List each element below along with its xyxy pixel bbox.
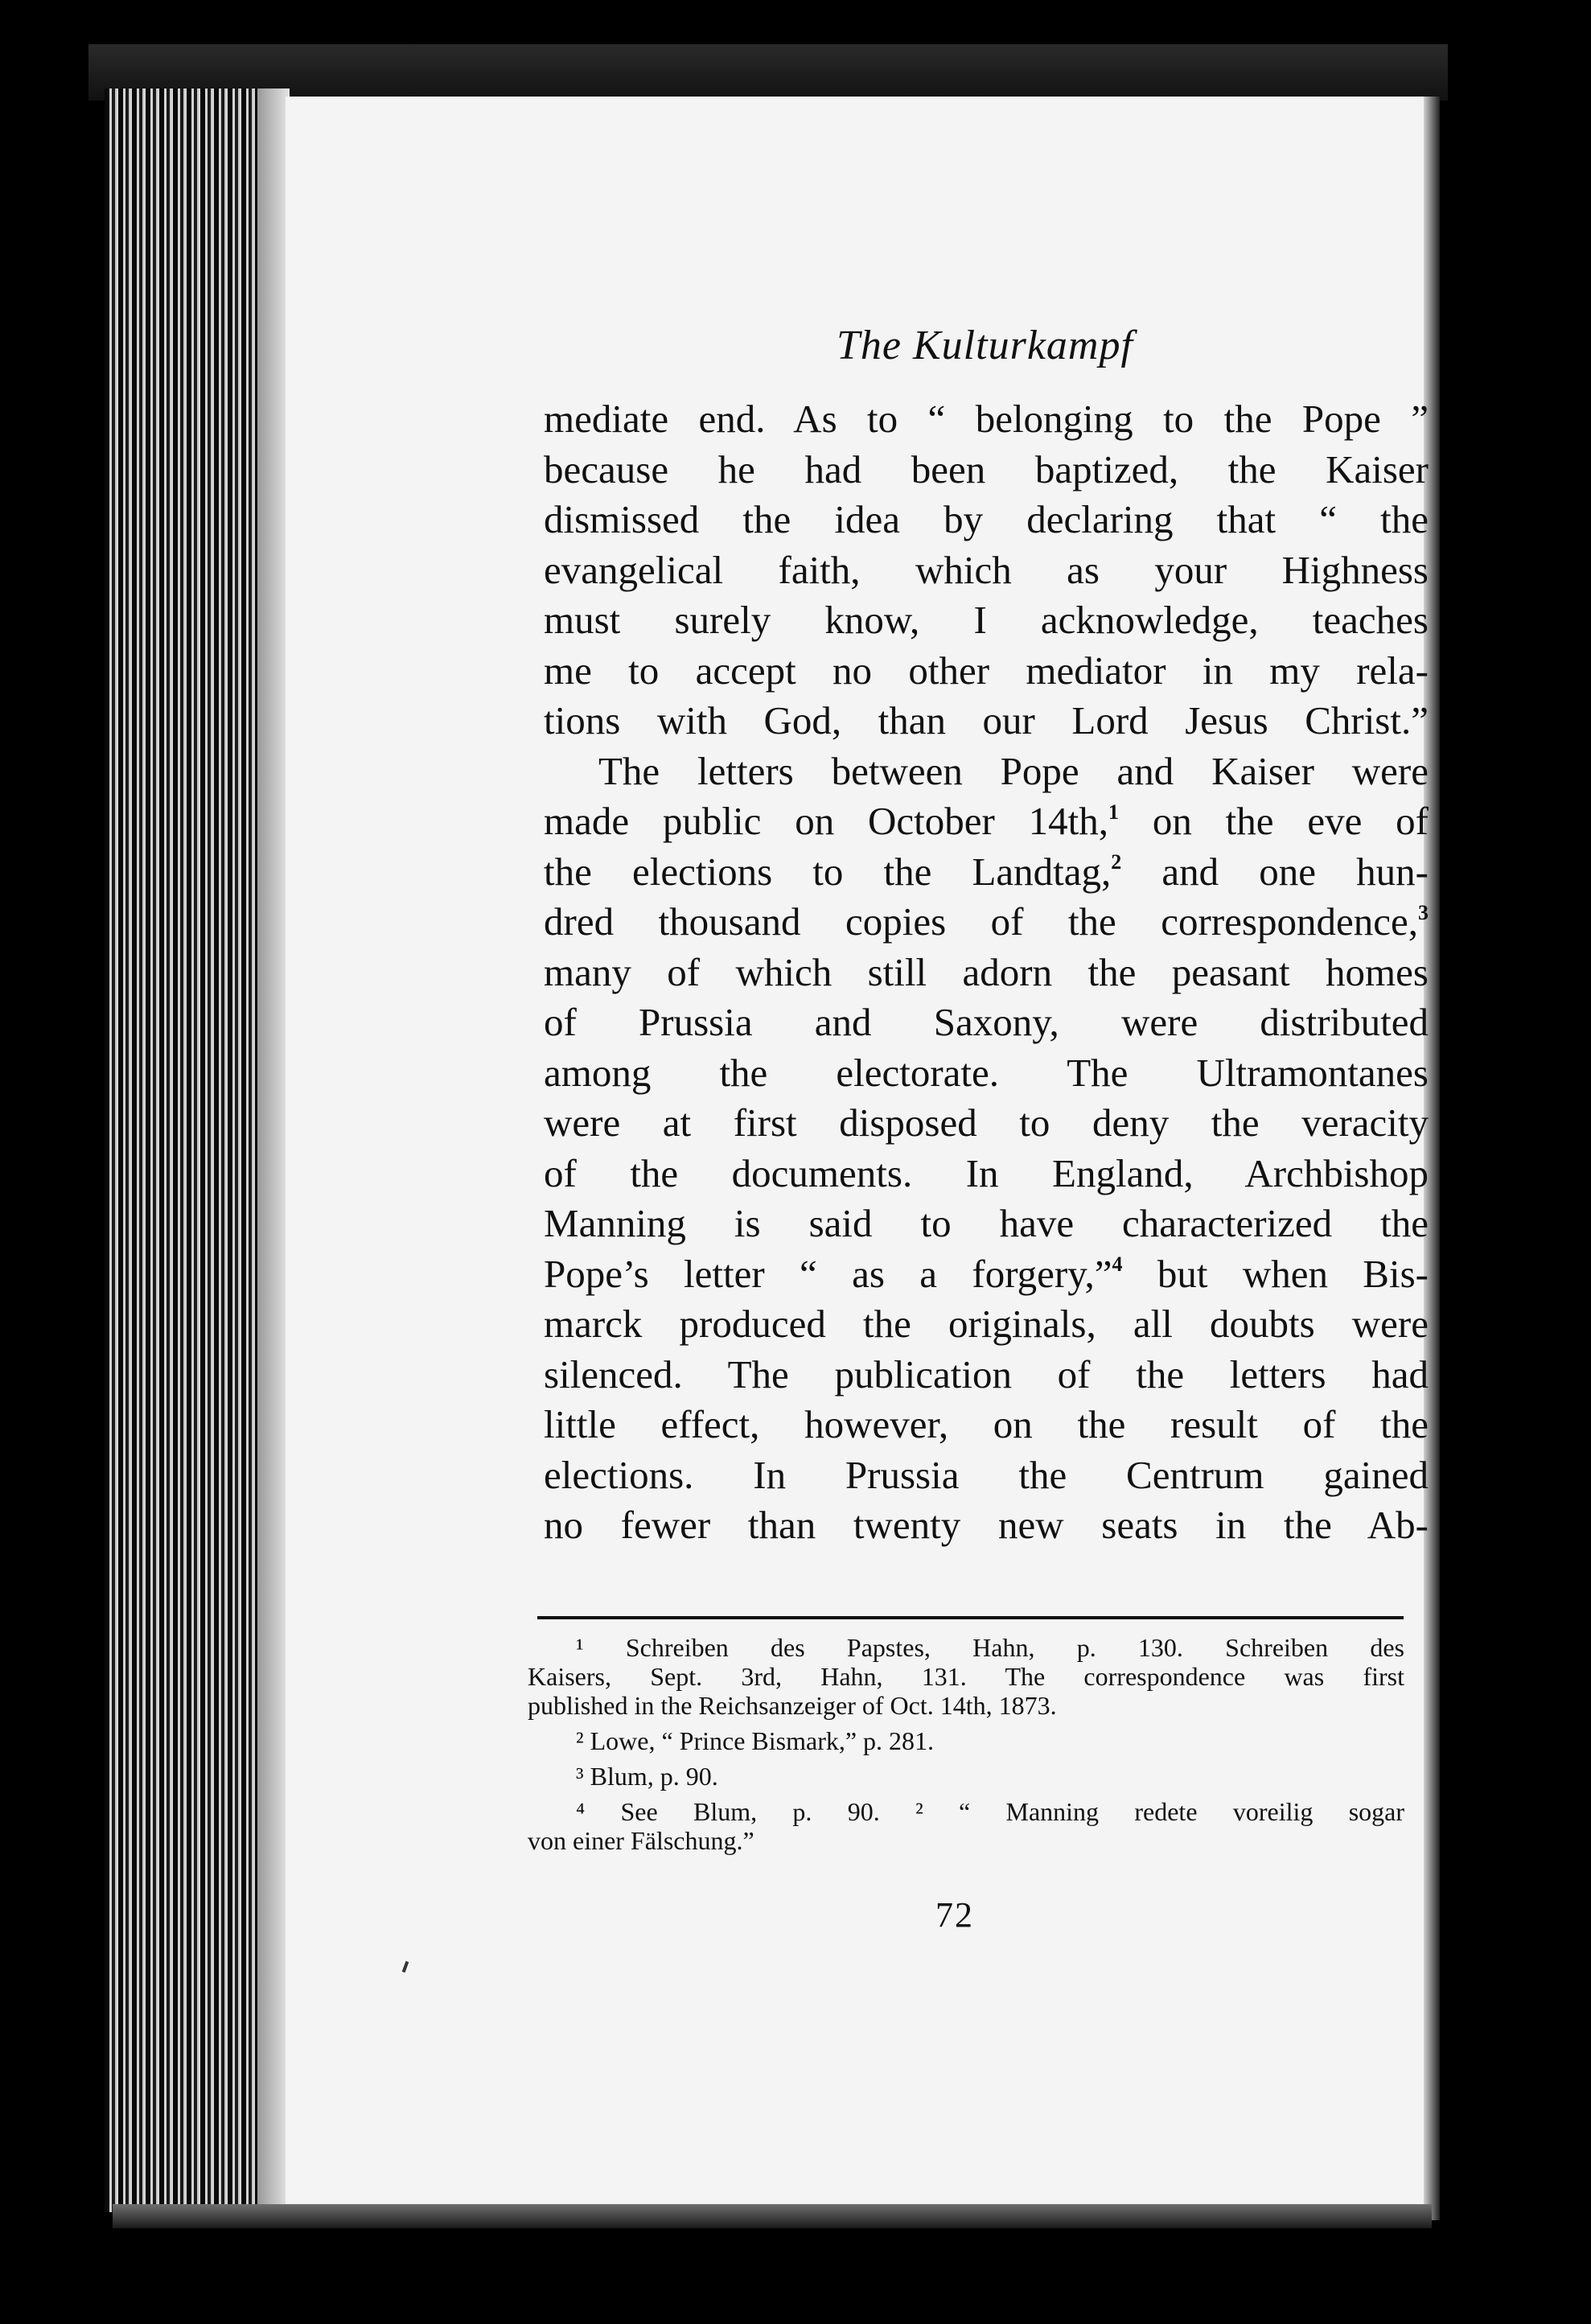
page-bottom-shadow [113, 2204, 1432, 2228]
body-line: among the electorate. The Ultramontanes [544, 1050, 1429, 1095]
footnote-3: ³ Blum, p. 90. [576, 1762, 718, 1791]
body-line: must surely know, I acknowledge, teaches [544, 598, 1429, 642]
body-line: of the documents. In England, Archbishop [544, 1150, 1429, 1195]
footnote-marker: 2 [1111, 850, 1122, 874]
body-line: dred thousand copies of the correspondence,$^3$ [544, 899, 1429, 944]
body-line: of Prussia and Saxony, were distributed [544, 1000, 1429, 1044]
scan-top-shadow [88, 44, 1448, 101]
footnote-1-line-1: ¹ Schreiben des Papstes, Hahn, p. 130. Schreiben des [576, 1633, 1404, 1662]
body-line: no fewer than twenty new seats in the Ab- [544, 1503, 1429, 1547]
book-page-edges [105, 88, 290, 2212]
body-line: because he had been baptized, the Kaiser [544, 446, 1429, 492]
body-line: little effect, however, on the result of the [544, 1402, 1429, 1446]
body-line: silenced. The publication of the letters had [544, 1351, 1429, 1396]
footnote-1-line-2: Kaisers, Sept. 3rd, Hahn, 131. The correspondence was first [528, 1662, 1404, 1691]
body-line: the elections to the Landtag,$^2$ and one hun- [544, 849, 1429, 894]
body-line: elections. In Prussia the Centrum gained [544, 1452, 1429, 1497]
body-text [544, 394, 1429, 1551]
body-line: The letters between Pope and Kaiser were [598, 748, 1429, 793]
footnote-marker: 3 [1418, 900, 1429, 924]
footnote-4-line-1: ⁴ See Blum, p. 90. ² “ Manning redete voreilig sogar [576, 1797, 1404, 1826]
footnote-rule [537, 1616, 1404, 1619]
body-line: were at first disposed to deny the veracity [544, 1100, 1429, 1145]
body-line: made public on October 14th,$^1$ on the eve of [544, 799, 1429, 843]
footnote-marker: 4 [1112, 1252, 1123, 1277]
body-line: marck produced the originals, all doubts were [544, 1302, 1429, 1346]
footnote-4-line-2: von einer Fälschung.” [528, 1826, 754, 1855]
body-line: Manning is said to have characterized the [544, 1201, 1429, 1245]
body-line: Pope’s letter “ as a forgery,”$^4$ but when Bis- [544, 1251, 1429, 1296]
body-line: dismissed the idea by declaring that “ the [544, 497, 1429, 541]
body-line: tions with God, than our Lord Jesus Christ.” [544, 698, 1429, 742]
body-line: mediate end. As to “ belonging to the Pope ” [544, 397, 1429, 441]
body-line: me to accept no other mediator in my rela- [544, 648, 1429, 693]
running-head: The Kulturkampf [837, 323, 1133, 368]
body-line: many of which still adorn the peasant homes [544, 949, 1429, 994]
footnote-1-line-3: published in the Reichsanzeiger of Oct. 14th, 1873. [528, 1691, 1057, 1720]
body-line: evangelical faith, which as your Highness [544, 547, 1429, 592]
footnotes [528, 1633, 1404, 1855]
page-number: 72 [935, 1895, 974, 1935]
footnote-marker: 1 [1108, 800, 1120, 824]
footnote-2: ² Lowe, “ Prince Bismark,” p. 281. [576, 1726, 935, 1755]
